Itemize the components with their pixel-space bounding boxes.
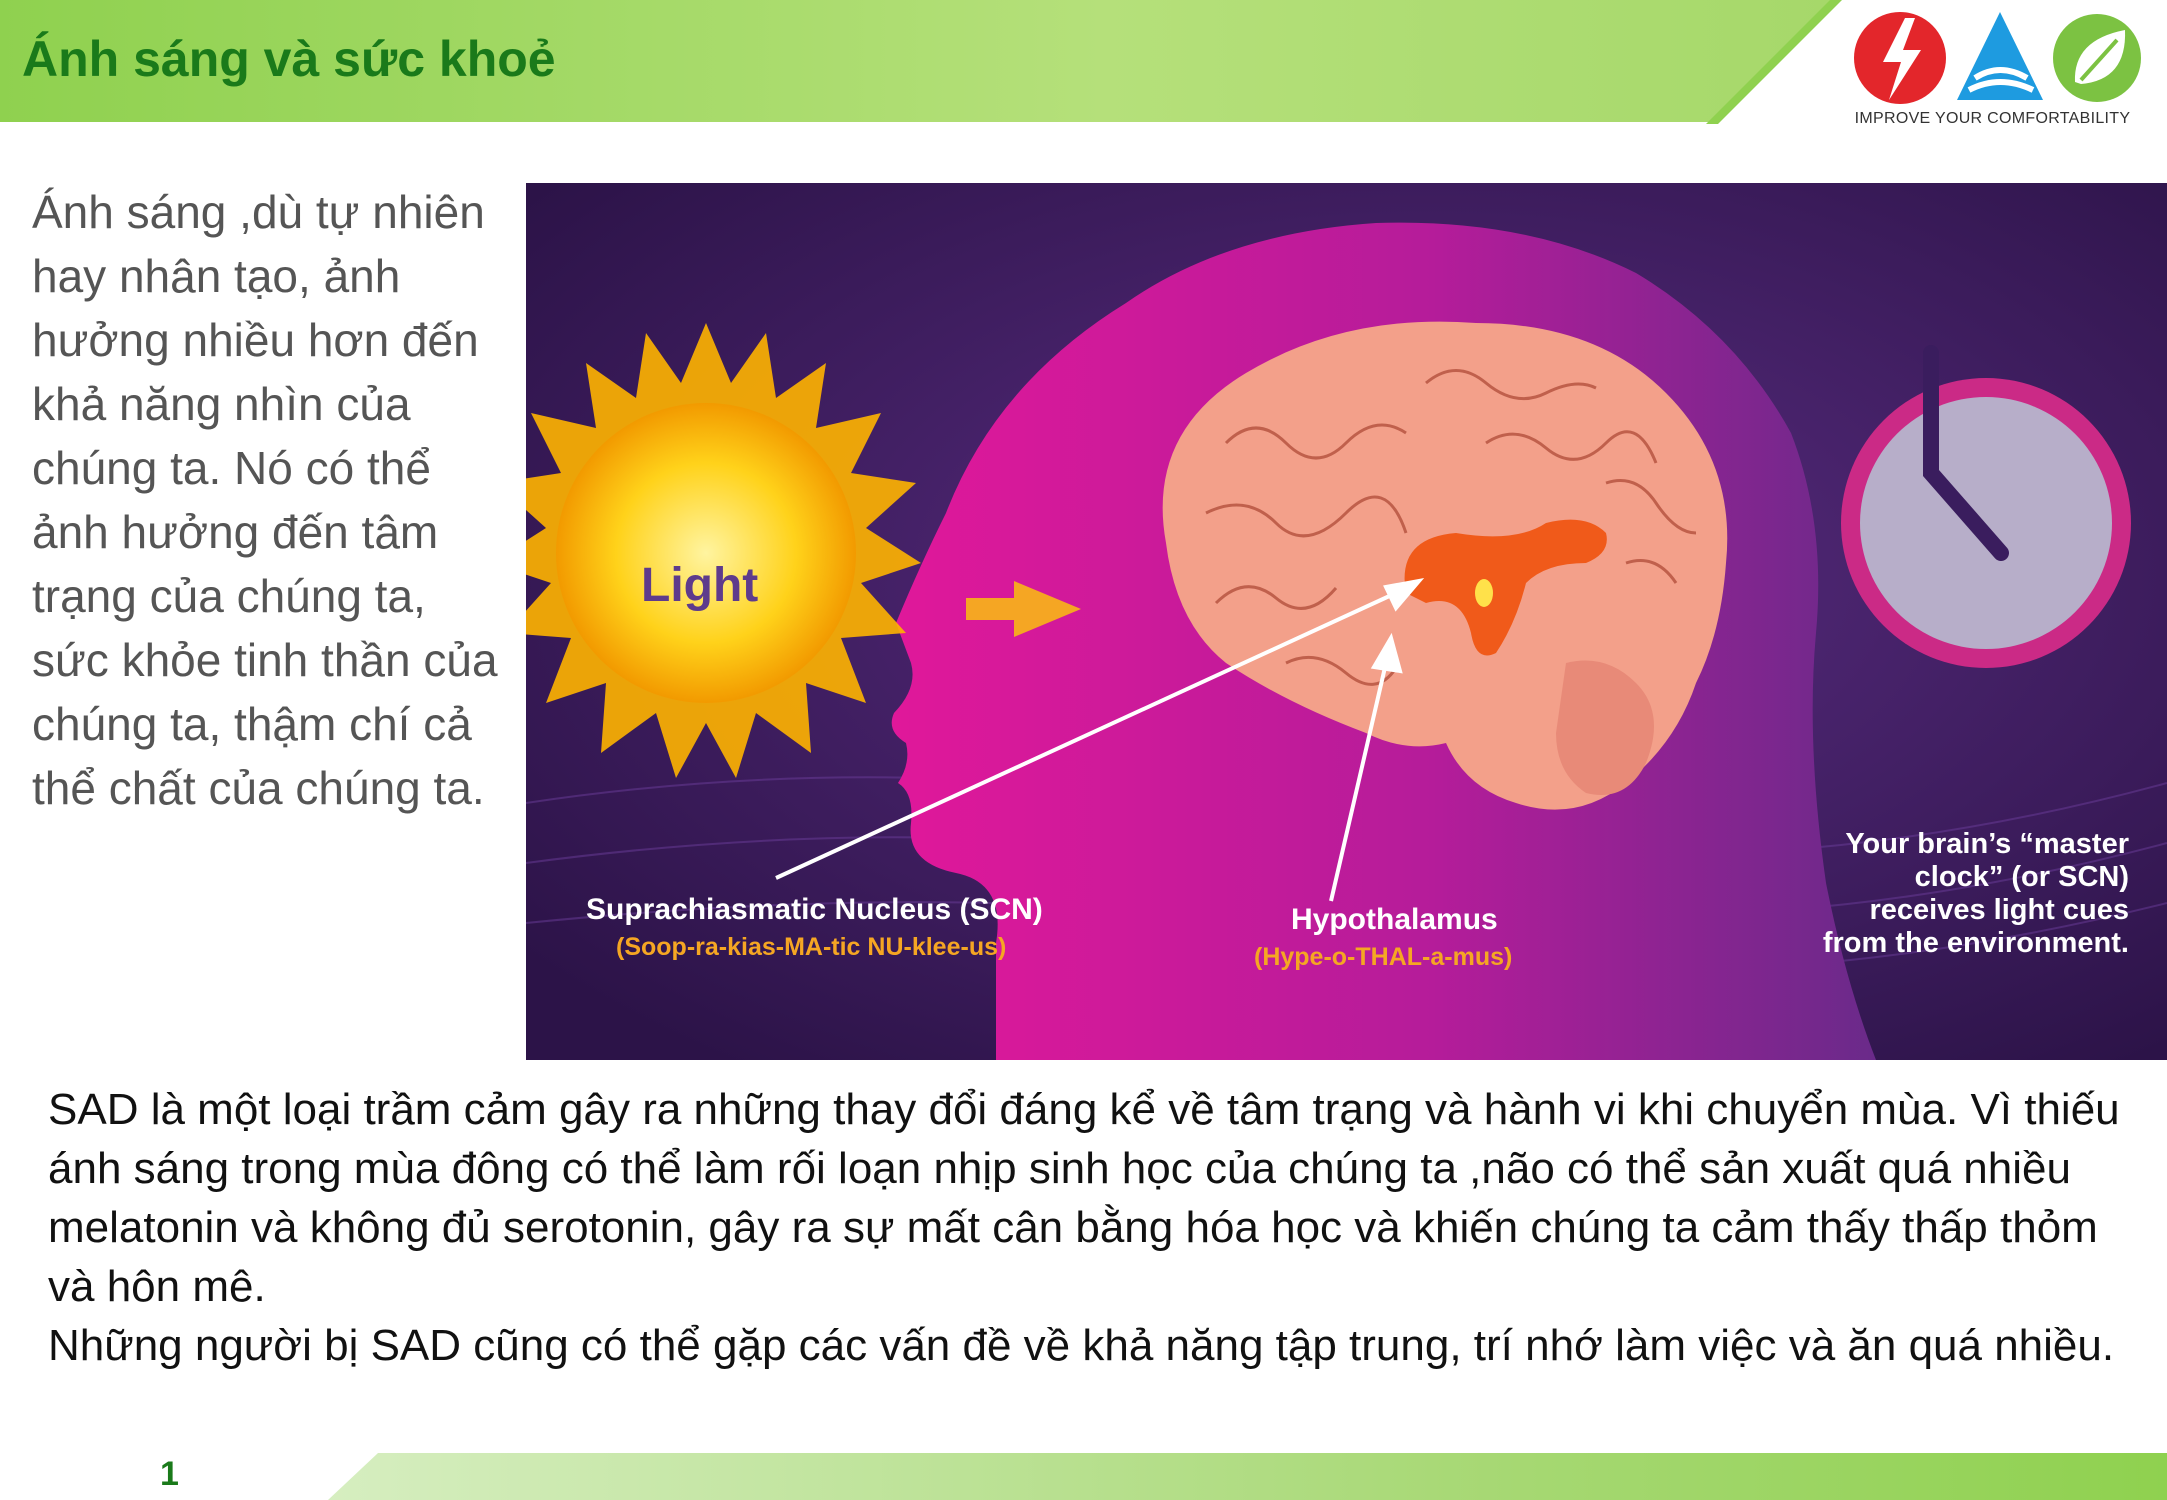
master-clock-caption: Your brain’s “master clock” (or SCN) receives light cues from the environment. bbox=[1822, 828, 2129, 959]
logo-red-mark bbox=[1854, 12, 1946, 104]
hypothalamus-pronunciation: (Hype-o-THAL-a-mus) bbox=[1254, 943, 1513, 971]
hypothalamus-label: Hypothalamus bbox=[1291, 903, 1498, 936]
body-paragraph-2: Những người bị SAD cũng có thể gặp các vấn đề về khả năng tập trung, trí nhớ làm việc và ăn quá nhiều. bbox=[48, 1321, 2115, 1370]
light-brain-illustration bbox=[526, 183, 2167, 1060]
intro-paragraph: Ánh sáng ,dù tự nhiên hay nhân tạo, ảnh hưởng nhiều hơn đến khả năng nhìn của chúng ta. Nó có thể ảnh hưởng đến tâm trạng của chúng ta, sức khỏe tinh thần của chúng ta, thậm chí cả thể chất của chúng ta. bbox=[32, 186, 498, 814]
body-paragraph-1: SAD là một loại trầm cảm gây ra những thay đổi đáng kể về tâm trạng và hành vi khi chuyển mùa. Vì thiếu ánh sáng trong mùa đông có thể làm rối loạn nhịp sinh học của chúng ta ,não có thể sản xuất quá nhiều melatonin và không đủ serotonin, gây ra sự mất cân bằng hóa học và khiến chúng ta cảm thấy thấp thỏm và hôn mê. bbox=[48, 1085, 2120, 1311]
logo-tagline: IMPROVE YOUR COMFORTABILITY bbox=[1854, 110, 2131, 127]
logo-green-mark bbox=[2053, 14, 2141, 102]
scn-pronunciation: (Soop-ra-kias-MA-tic NU-klee-us) bbox=[616, 933, 1007, 961]
light-label: Light bbox=[641, 559, 759, 612]
scn-label: Suprachiasmatic Nucleus (SCN) bbox=[586, 893, 1043, 926]
body-text bbox=[48, 1080, 2128, 1375]
footer-band bbox=[328, 1453, 2167, 1500]
logo-blue-mark bbox=[1957, 12, 2043, 100]
slide-title: Ánh sáng và sức khoẻ bbox=[22, 31, 556, 87]
page-number: 1 bbox=[160, 1455, 179, 1493]
